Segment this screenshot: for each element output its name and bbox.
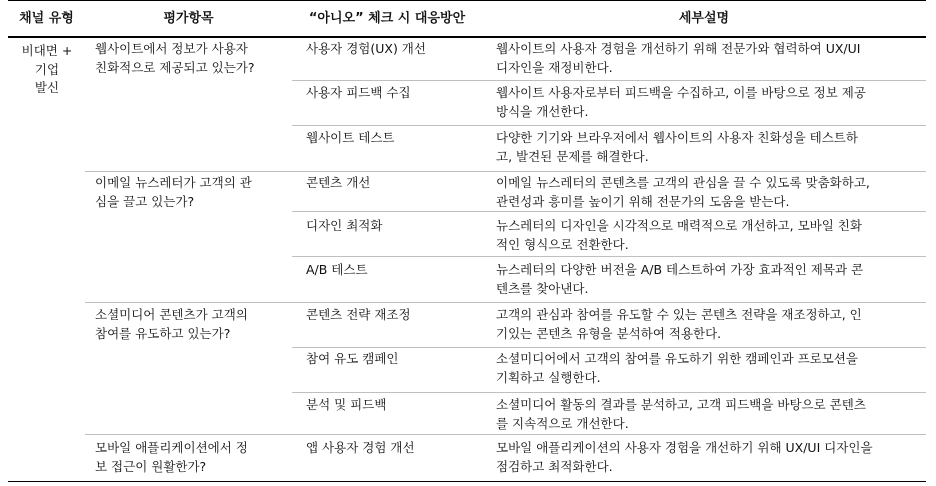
detail-text: 이메일 뉴스레터의 콘텐츠를 고객의 관심을 끌 수 있도록 맞춤화하고, 관련성과 흥미를 높이기 위해 전문가의 도움을 받는다. — [496, 175, 870, 209]
evaluation-item: 웹사이트에서 정보가 사용자 친화적으로 제공되고 있는가? — [95, 41, 255, 75]
row-divider — [292, 256, 926, 257]
response-plan: 웹사이트 테스트 — [306, 130, 395, 145]
detail-text: 웹사이트의 사용자 경험을 개선하기 위해 전문가와 협력하여 UX/UI 디자인을 재정비한다. — [496, 41, 861, 75]
header-response-plan: “아니오” 체크 시 대응방안 — [308, 11, 466, 26]
response-plan: 참여 유도 캠페인 — [306, 351, 399, 366]
response-plan: 분석 및 피드백 — [306, 397, 387, 412]
response-plan: 사용자 경험(UX) 개선 — [306, 41, 426, 56]
header-bottom-rule — [8, 36, 926, 38]
detail-text: 뉴스레터의 다양한 버전을 A/B 테스트하여 가장 효과적인 제목과 콘 텐츠를 찾아낸다. — [496, 262, 864, 296]
header-details: 세부설명 — [678, 11, 730, 26]
evaluation-item: 모바일 애플리케이션에서 정 보 접근이 원활한가? — [95, 440, 248, 474]
header-channel-type: 채널 유형 — [19, 11, 74, 26]
detail-text: 고객의 관심과 참여를 유도할 수 있는 콘텐츠 전략을 재조정하고, 인 기있는 콘텐츠 유형을 분석하여 적용한다. — [496, 307, 862, 341]
detail-text: 뉴스레터의 디자인을 시각적으로 매력적으로 개선하고, 모바일 친화 적인 형식으로 전환한다. — [496, 218, 862, 252]
response-plan: 디자인 최적화 — [306, 218, 383, 233]
table-bottom-rule — [8, 481, 926, 482]
response-plan: 사용자 피드백 수집 — [306, 85, 411, 100]
row-divider — [292, 347, 926, 348]
response-plan: 콘텐츠 개선 — [306, 175, 371, 190]
row-divider — [292, 211, 926, 212]
row-divider — [292, 125, 926, 126]
detail-text: 웹사이트 사용자로부터 피드백을 수집하고, 이를 바탕으로 정보 제공 방식을 개선한다. — [496, 85, 866, 119]
channel-type-cell: 비대면 + 기업 발신 — [21, 43, 73, 95]
group-divider — [85, 434, 926, 435]
detail-text: 모바일 애플리케이션의 사용자 경험을 개선하기 위해 UX/UI 디자인을 점검하고 최적화한다. — [496, 440, 873, 474]
evaluation-item: 소셜미디어 콘텐츠가 고객의 참여를 유도하고 있는가? — [95, 307, 248, 341]
detail-text: 다양한 기기와 브라우저에서 웹사이트의 사용자 친화성을 테스트하 고, 발견된 문제를 해결한다. — [496, 130, 858, 164]
detail-text: 소셜미디어 활동의 결과를 분석하고, 고객 피드백을 바탕으로 콘텐츠 를 지속적으로 개선한다. — [496, 397, 866, 431]
response-plan: A/B 테스트 — [306, 262, 368, 277]
row-divider — [292, 80, 926, 81]
detail-text: 소셜미디어에서 고객의 참여를 유도하기 위한 캠페인과 프로모션을 기획하고 실행한다. — [496, 351, 858, 385]
row-divider — [292, 392, 926, 393]
response-plan: 앱 사용자 경험 개선 — [306, 440, 415, 455]
group-divider — [85, 171, 926, 172]
group-divider — [85, 302, 926, 303]
table-top-rule — [8, 0, 926, 1]
response-plan: 콘텐츠 전략 재조정 — [306, 307, 411, 322]
header-evaluation-item: 평가항목 — [163, 11, 214, 26]
evaluation-item: 이메일 뉴스레터가 고객의 관 심을 끌고 있는가? — [95, 175, 252, 209]
